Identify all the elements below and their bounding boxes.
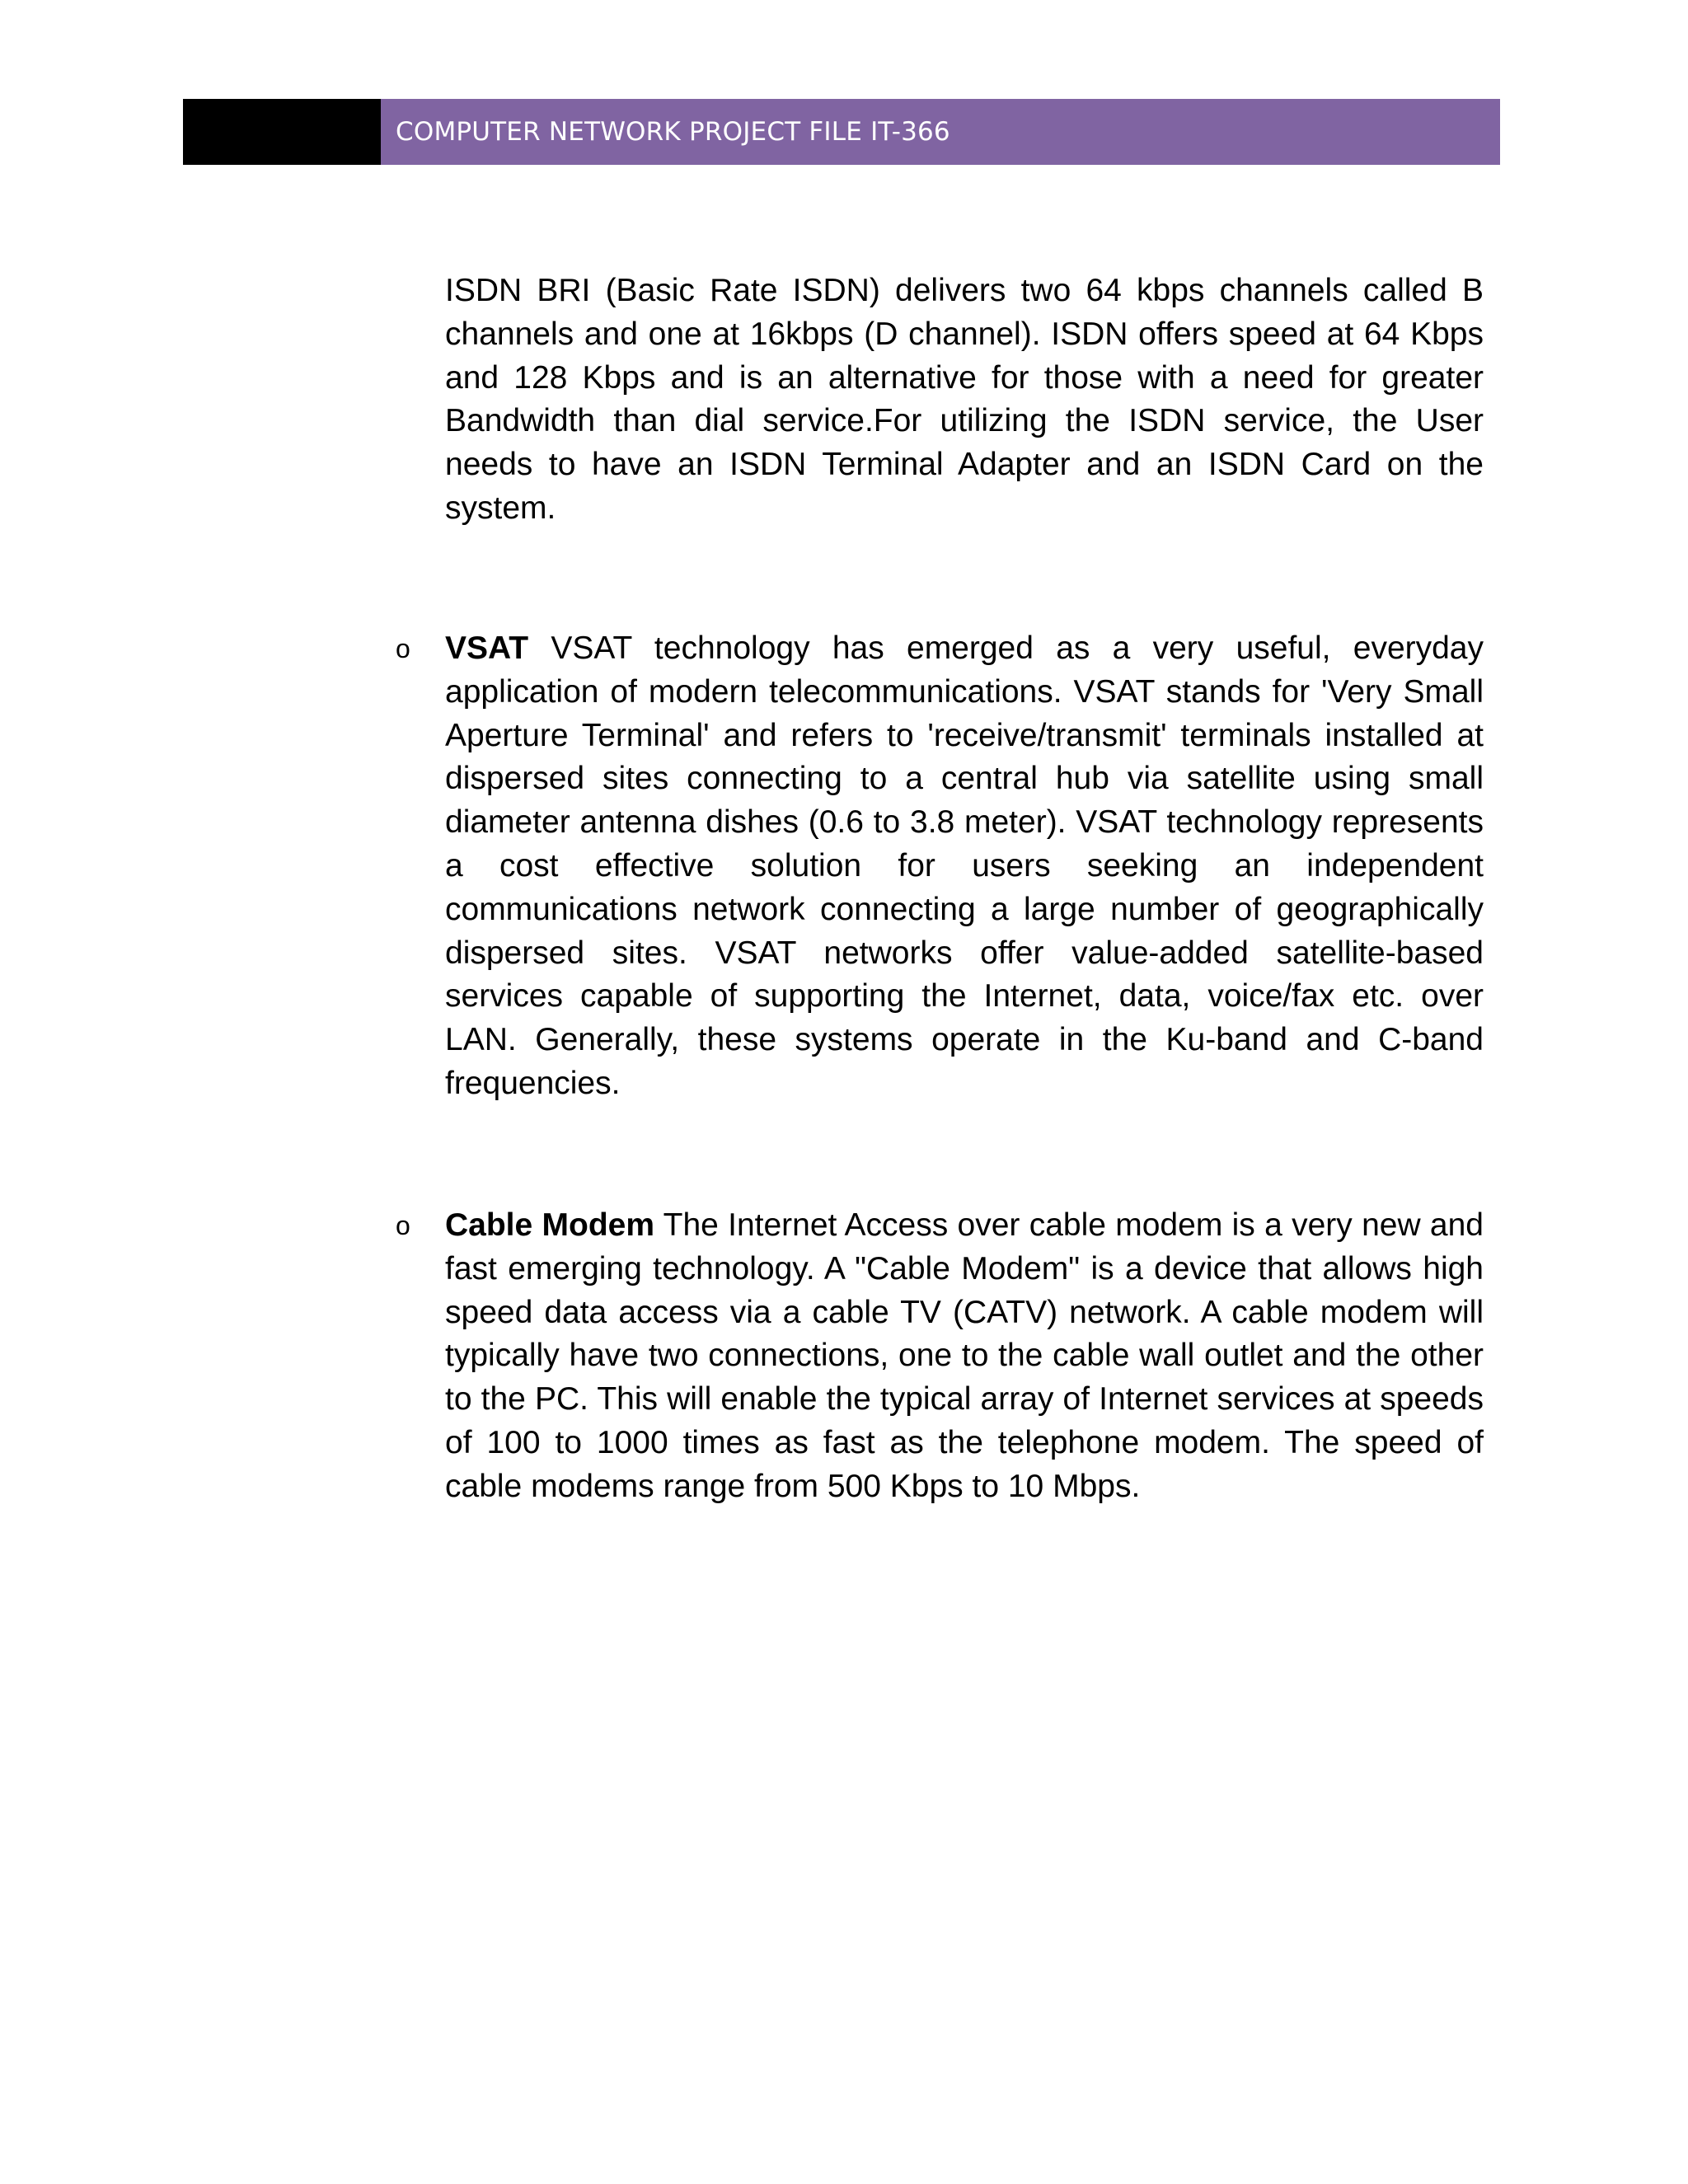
isdn-paragraph: ISDN BRI (Basic Rate ISDN) delivers two 64 kbps channels called B channels and one at 16kbps (D channel). ISDN offers speed at 64 Kbps and 128 Kbps and is an alternative for those with a need for greater Bandwidth than dial service.For utilizing the ISDN service, the User needs to have an ISDN Terminal Adapter and an ISDN Card on the system. — [445, 273, 1484, 526]
vsat-bullet: o — [396, 634, 410, 663]
header-title: COMPUTER NETWORK PROJECT FILE IT-366 — [396, 117, 950, 147]
cable-modem-term: Cable Modem — [445, 1207, 655, 1243]
cable-modem-list-item — [396, 1204, 1484, 1509]
cable-modem-paragraph — [445, 1204, 1484, 1509]
document-body — [396, 269, 1484, 1504]
vsat-text: VSAT technology has emerged as a very useful, everyday application of modern telecommunications. VSAT stands for 'Very Small Aperture Terminal' and refers to 'receive/transmit' terminals installed at dispersed sites connecting to a central hub via satellite using small diameter antenna dishes (0.6 to 3.8 meter). VSAT technology represents a cost effective solution for users seeking an independent communications network connecting a large number of geographically dispersed sites. VSAT networks offer value-added satellite-based services capable of supporting the Internet, data, voice/fax etc. over LAN. Generally, these systems operate in the Ku-band and C-band frequencies. — [445, 630, 1484, 1101]
cable-modem-bullet: o — [396, 1211, 410, 1240]
header-title-bar — [381, 99, 1500, 165]
vsat-term: VSAT — [445, 630, 529, 666]
cable-modem-text: The Internet Access over cable modem is a very new and fast emerging technology. A "Cable Modem" is a device that allows high speed data access via a cable TV (CATV) network. A cable modem will typically have two connections, one to the cable wall outlet and the other to the PC. This will enable the typical array of Internet services at speeds of 100 to 1000 times as fast as the telephone modem. The speed of cable modems range from 500 Kbps to 10 Mbps. — [445, 1207, 1484, 1504]
page-header — [183, 99, 1500, 165]
vsat-paragraph — [445, 627, 1484, 1106]
vsat-list-item — [396, 627, 1484, 1106]
header-black-block — [183, 99, 381, 165]
